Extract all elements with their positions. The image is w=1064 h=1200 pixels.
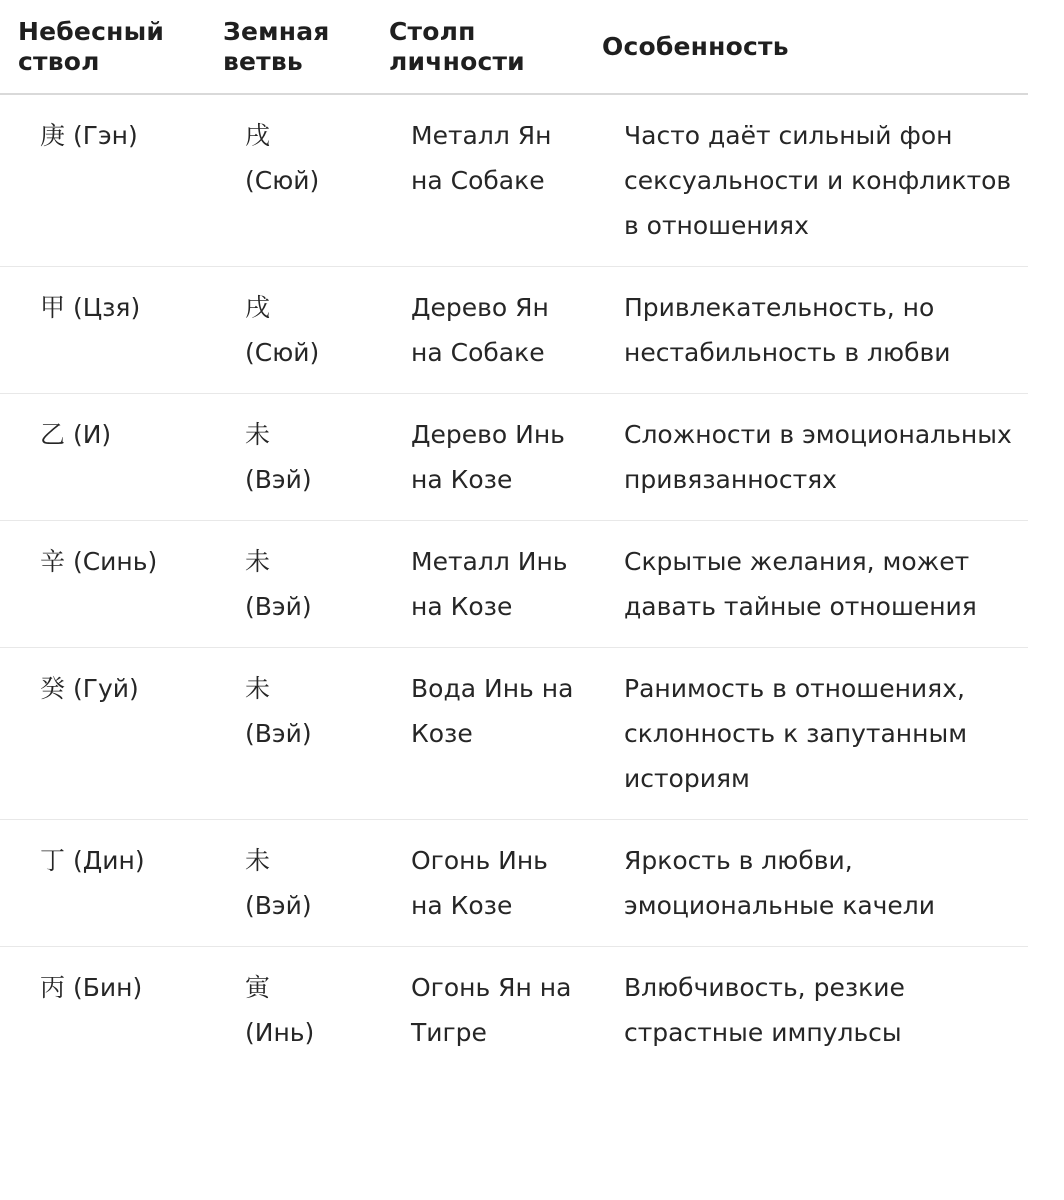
branch-char: 未 (245, 547, 271, 576)
branch-cell (205, 947, 371, 1074)
table-row (0, 521, 1028, 648)
branch-cell (205, 267, 371, 394)
table-row (0, 394, 1028, 521)
stem-cell: 庚 (Гэн) (0, 94, 205, 267)
feature-cell: Привлекательность, но нестабильность в любви (584, 267, 1028, 394)
header-feature: Особенность (584, 0, 1028, 94)
stem-cell: 辛 (Синь) (0, 521, 205, 648)
table-row (0, 947, 1028, 1074)
header-personality-pillar: Столп личности (371, 0, 584, 94)
pillar-cell: Дерево Инь на Козе (371, 394, 584, 521)
feature-cell: Ранимость в отношениях, склонность к запутанным историям (584, 648, 1028, 820)
table-body (0, 94, 1028, 1073)
branch-char: 戌 (245, 293, 271, 322)
branch-name: (Вэй) (245, 891, 312, 920)
branch-cell (205, 94, 371, 267)
branch-name: (Инь) (245, 1018, 315, 1047)
feature-cell: Яркость в любви, эмоциональные качели (584, 820, 1028, 947)
stem-cell: 癸 (Гуй) (0, 648, 205, 820)
pillar-cell: Огонь Инь на Козе (371, 820, 584, 947)
branch-cell (205, 394, 371, 521)
header-row (0, 0, 1028, 94)
branch-char: 未 (245, 846, 271, 875)
stem-cell: 乙 (И) (0, 394, 205, 521)
branch-cell (205, 521, 371, 648)
header-earthly-branch: Земная ветвь (205, 0, 371, 94)
stem-cell: 甲 (Цзя) (0, 267, 205, 394)
pillar-cell: Металл Инь на Козе (371, 521, 584, 648)
stem-cell: 丁 (Дин) (0, 820, 205, 947)
branch-name: (Вэй) (245, 719, 312, 748)
branch-char: 未 (245, 674, 271, 703)
branch-name: (Вэй) (245, 465, 312, 494)
pillar-cell: Огонь Ян на Тигре (411, 973, 572, 1047)
branch-cell (205, 820, 371, 947)
header-heavenly-stem: Небесный ствол (0, 0, 205, 94)
feature-cell: Сложности в эмоциональных привязанностях (584, 394, 1028, 521)
table-row (0, 94, 1028, 267)
stem-cell: 丙 (Бин) (40, 973, 143, 1002)
table-row (0, 820, 1028, 947)
table-header (0, 0, 1028, 94)
table-row (0, 267, 1028, 394)
branch-cell (205, 648, 371, 820)
feature-cell: Часто даёт сильный фон сексуальности и конфликтов в отношениях (584, 94, 1028, 267)
branch-char: 寅 (245, 973, 271, 1002)
branch-name: (Сюй) (245, 338, 320, 367)
table-row (0, 648, 1028, 820)
pillar-cell: Вода Инь на Козе (371, 648, 584, 820)
branch-char: 戌 (245, 121, 271, 150)
branch-name: (Вэй) (245, 592, 312, 621)
branch-char: 未 (245, 420, 271, 449)
branch-name: (Сюй) (245, 166, 320, 195)
feature-cell: Скрытые желания, может давать тайные отношения (584, 521, 1028, 648)
pillar-cell: Дерево Ян на Собаке (371, 267, 584, 394)
feature-cell: Влюбчивость, резкие страстные импульсы (624, 973, 905, 1047)
pillar-cell: Металл Ян на Собаке (371, 94, 584, 267)
